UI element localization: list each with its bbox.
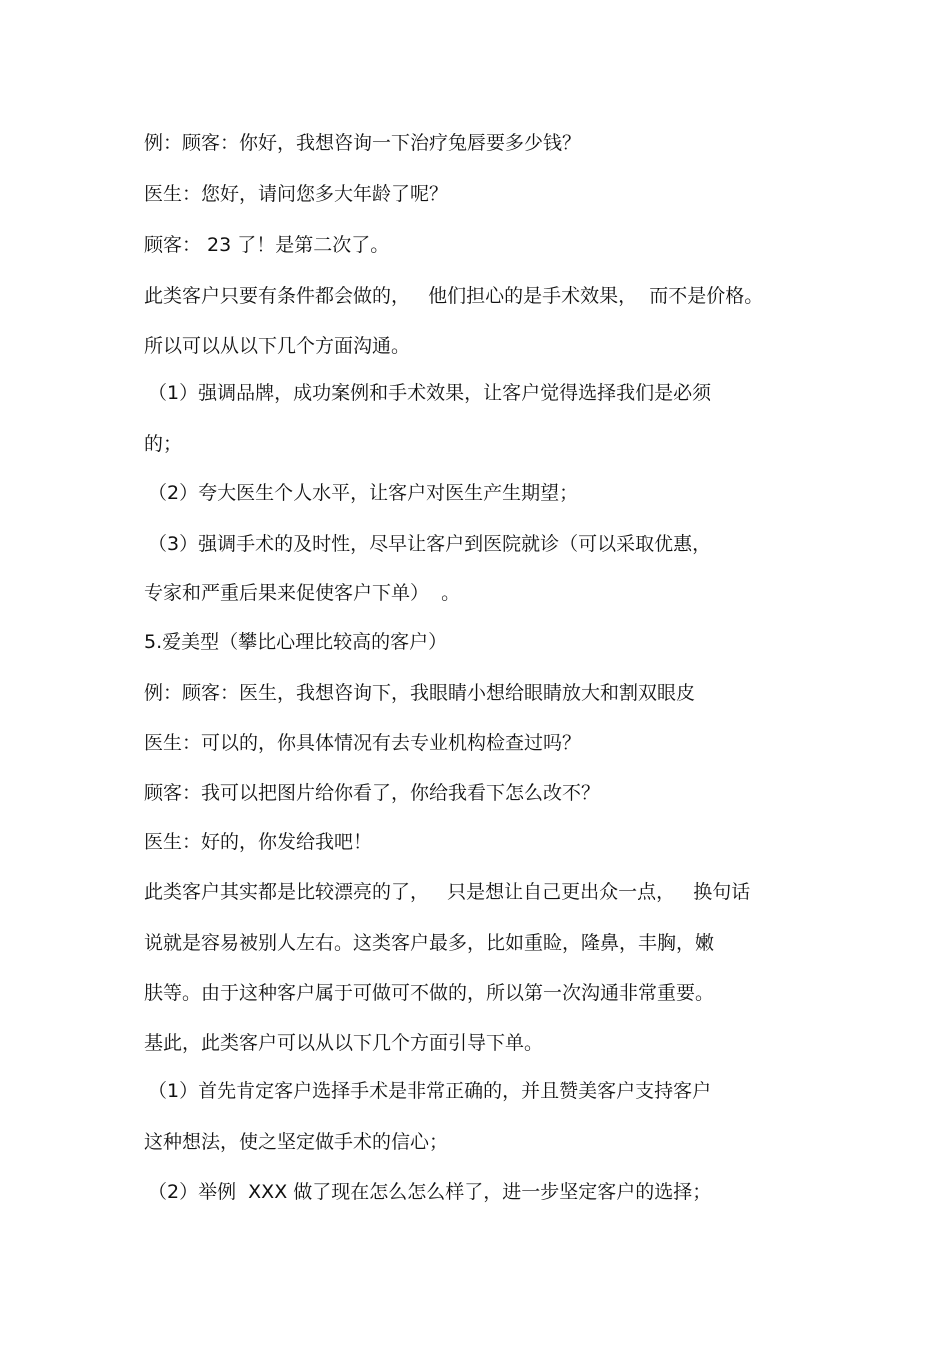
text-line: 肤等。由于这种客户属于可做可不做的，所以第一次沟通非常重要。 [144, 982, 715, 1004]
text-line: 例：顾客：你好，我想咨询一下治疗兔唇要多少钱？ [144, 132, 582, 154]
text-line: 的； [144, 433, 183, 455]
text-line: 专家和严重后果来促使客户下单） 。 [144, 582, 461, 604]
text-line: 此类客户只要有条件都会做的， 他们担心的是手术效果， 而不是价格。 [144, 285, 764, 307]
list-item-3: （3）强调手术的及时性，尽早让客户到医院就诊（可以采取优惠， [148, 533, 712, 555]
text-line: 此类客户其实都是比较漂亮的了， 只是想让自己更出众一点， 换句话 [144, 881, 751, 903]
text-line: 基此，此类客户可以从以下几个方面引导下单。 [144, 1032, 544, 1054]
text-line: 所以可以从以下几个方面沟通。 [144, 335, 411, 357]
text-line: 医生：好的，你发给我吧！ [144, 831, 373, 853]
text-line: 例：顾客：医生，我想咨询下，我眼睛小想给眼睛放大和割双眼皮 [144, 682, 696, 704]
text-line: 顾客：我可以把图片给你看了，你给我看下怎么改不？ [144, 782, 601, 804]
section-heading: 5.爱美型（攀比心理比较高的客户） [144, 631, 448, 653]
list-item-2: （2）夸大医生个人水平，让客户对医生产生期望； [148, 482, 579, 504]
text-line: 医生：您好，请问您多大年龄了呢？ [144, 183, 449, 205]
list-item-2: （2）举例 XXX 做了现在怎么怎么样了，进一步坚定客户的选择； [148, 1181, 712, 1203]
text-line: 这种想法，使之坚定做手术的信心； [144, 1131, 449, 1153]
list-item-1: （1）首先肯定客户选择手术是非常正确的，并且赞美客户支持客户 [148, 1080, 712, 1102]
list-item-1: （1）强调品牌，成功案例和手术效果，让客户觉得选择我们是必须 [148, 382, 712, 404]
text-line: 顾客： 23 了！是第二次了。 [144, 234, 390, 256]
text-line: 说就是容易被别人左右。这类客户最多，比如重睑，隆鼻，丰胸，嫩 [144, 932, 715, 954]
text-line: 医生：可以的，你具体情况有去专业机构检查过吗？ [144, 732, 582, 754]
